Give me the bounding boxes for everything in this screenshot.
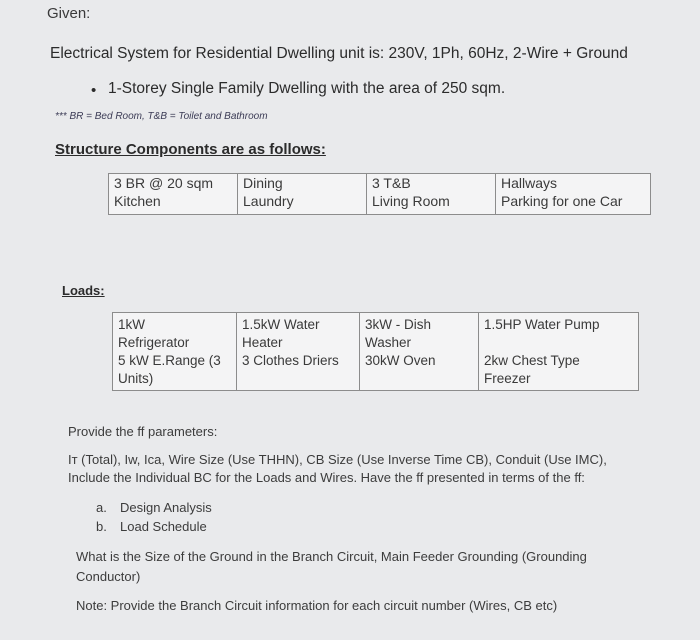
table-cell: 1.5HP Water Pump 2kw Chest Type Freezer <box>479 313 639 391</box>
parameters-line-1: Iт (Total), Iw, Ica, Wire Size (Use THHN), CB Size (Use Inverse Time CB), Conduit (Use IMC), <box>68 452 607 467</box>
structure-table <box>108 173 651 215</box>
list-item <box>96 500 212 515</box>
structure-heading: Structure Components are as follows: <box>55 141 326 158</box>
table-cell: 3 T&B Living Room <box>367 174 496 215</box>
list-item-text: Load Schedule <box>120 519 207 534</box>
provide-heading: Provide the ff parameters: <box>68 424 218 439</box>
loads-heading: Loads: <box>62 283 105 298</box>
table-row <box>113 313 639 391</box>
table-cell: 3 BR @ 20 sqm Kitchen <box>109 174 238 215</box>
ground-question-line-2: Conductor) <box>76 569 141 584</box>
table-cell: 1kW Refrigerator 5 kW E.Range (3 Units) <box>113 313 237 391</box>
list-marker: a. <box>96 500 107 515</box>
given-label: Given: <box>47 5 91 22</box>
parameters-line-2: Include the Individual BC for the Loads and Wires. Have the ff presented in terms of the ff: <box>68 470 585 485</box>
list-item <box>96 519 207 534</box>
table-row <box>109 174 651 215</box>
table-cell: 3kW - Dish Washer 30kW Oven <box>360 313 479 391</box>
branch-circuit-note: Note: Provide the Branch Circuit information for each circuit number (Wires, CB etc) <box>76 598 558 613</box>
abbreviation-note: *** BR = Bed Room, T&B = Toilet and Bathroom <box>55 111 268 122</box>
loads-table <box>112 312 639 391</box>
bullet-dot: • <box>91 82 97 99</box>
dwelling-description: 1-Storey Single Family Dwelling with the area of 250 sqm. <box>108 80 506 97</box>
table-cell: 1.5kW Water Heater 3 Clothes Driers <box>237 313 360 391</box>
list-item-text: Design Analysis <box>120 500 212 515</box>
table-cell: Hallways Parking for one Car <box>496 174 651 215</box>
ground-question-line-1: What is the Size of the Ground in the Branch Circuit, Main Feeder Grounding (Grounding <box>76 549 587 564</box>
list-marker: b. <box>96 519 107 534</box>
electrical-spec: Electrical System for Residential Dwelling unit is: 230V, 1Ph, 60Hz, 2-Wire + Ground <box>50 45 628 62</box>
table-cell: Dining Laundry <box>238 174 367 215</box>
